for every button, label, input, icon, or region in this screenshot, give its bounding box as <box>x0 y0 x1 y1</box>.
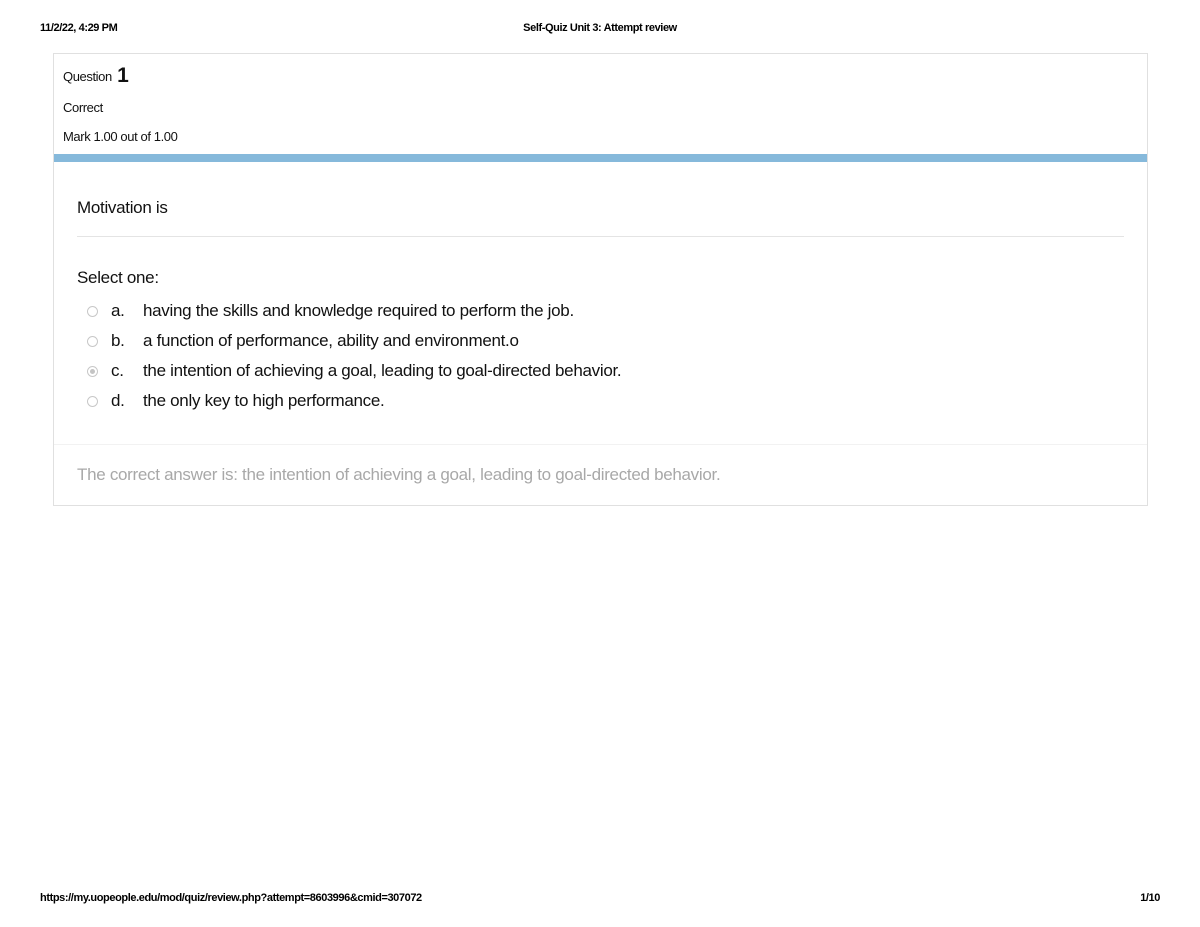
option-text: having the skills and knowledge required to perform the job. <box>143 301 574 320</box>
option-letter: b. <box>111 331 125 350</box>
option-letter: a. <box>111 301 125 320</box>
answer-option-a[interactable] <box>87 296 621 326</box>
radio-button-icon[interactable] <box>87 306 98 317</box>
radio-button-icon[interactable] <box>87 396 98 407</box>
answer-option-c[interactable] <box>87 356 621 386</box>
question-card <box>53 53 1148 506</box>
question-info <box>54 54 1147 154</box>
print-page-number: 1/10 <box>1140 892 1160 904</box>
question-grade: Mark 1.00 out of 1.00 <box>63 129 178 144</box>
print-url: https://my.uopeople.edu/mod/quiz/review.php?attempt=8603996&cmid=307072 <box>40 892 422 904</box>
option-letter: d. <box>111 391 125 410</box>
answer-prompt: Select one: <box>77 268 159 287</box>
radio-button-icon[interactable] <box>87 336 98 347</box>
question-number: 1 <box>117 64 129 87</box>
question-feedback <box>54 444 1147 505</box>
print-footer <box>40 892 1160 908</box>
question-divider <box>77 236 1124 237</box>
question-label: Question <box>63 69 112 84</box>
answer-option-b[interactable] <box>87 326 621 356</box>
print-page-title: Self-Quiz Unit 3: Attempt review <box>523 22 677 34</box>
option-text: the only key to high performance. <box>143 391 385 410</box>
answer-options <box>87 296 621 416</box>
option-letter: c. <box>111 361 124 380</box>
question-content <box>54 162 1147 444</box>
question-accent-bar <box>54 154 1147 162</box>
option-text: the intention of achieving a goal, leading to goal-directed behavior. <box>143 361 622 380</box>
answer-option-d[interactable] <box>87 386 621 416</box>
radio-button-checked-icon[interactable] <box>87 366 98 377</box>
question-state: Correct <box>63 100 103 115</box>
option-text: a function of performance, ability and environment.o <box>143 331 519 350</box>
right-answer-text: The correct answer is: the intention of achieving a goal, leading to goal-directed behavior. <box>77 465 721 484</box>
question-text: Motivation is <box>77 198 168 217</box>
print-header <box>40 22 1160 38</box>
print-datetime: 11/2/22, 4:29 PM <box>40 22 118 34</box>
question-number-line <box>63 64 129 88</box>
